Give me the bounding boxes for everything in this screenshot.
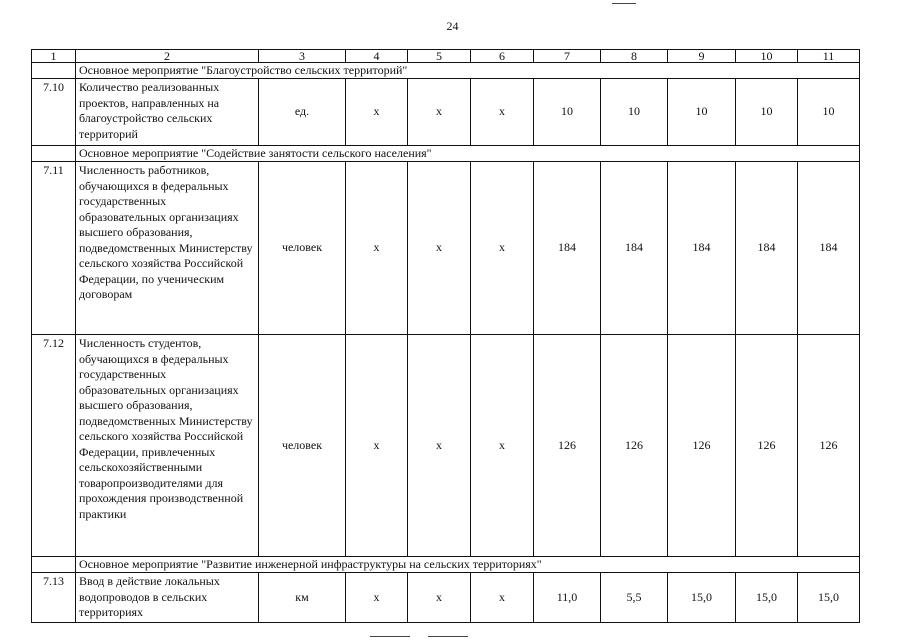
indicator-name: Численность работников, обучающихся в федеральных государственных образовательных организациях высшего образования, подведомственных Министерству сельского хозяйства Российской Федерации, по ученическим договорам <box>76 162 259 335</box>
value-cell: 15,0 <box>736 573 798 623</box>
value-cell: 184 <box>668 162 736 335</box>
section-title: Основное мероприятие "Благоустройство сельских территорий" <box>76 63 860 79</box>
value-cell: 126 <box>736 335 798 557</box>
scan-mark <box>612 3 636 4</box>
header-cell: 1 <box>32 50 76 63</box>
row-number: 7.12 <box>32 335 76 557</box>
value-cell: x <box>471 162 534 335</box>
value-cell: 5,5 <box>601 573 668 623</box>
value-cell: 184 <box>601 162 668 335</box>
row-number: 7.10 <box>32 79 76 146</box>
table-row <box>32 335 860 557</box>
value-cell: x <box>408 335 471 557</box>
value-cell: 10 <box>668 79 736 146</box>
indicators-table <box>31 49 860 623</box>
header-cell: 7 <box>534 50 601 63</box>
value-cell: x <box>346 573 408 623</box>
section-title: Основное мероприятие "Содействие занятости сельского населения" <box>76 146 860 162</box>
value-cell: 184 <box>798 162 860 335</box>
scan-mark <box>428 636 468 637</box>
value-cell: 10 <box>534 79 601 146</box>
value-cell: x <box>471 573 534 623</box>
value-cell: 184 <box>534 162 601 335</box>
value-cell: 126 <box>601 335 668 557</box>
value-cell: x <box>471 79 534 146</box>
section-title: Основное мероприятие "Развитие инженерной инфраструктуры на сельских территориях" <box>76 557 860 573</box>
value-cell: x <box>471 335 534 557</box>
value-cell: x <box>408 573 471 623</box>
section-blank-cell <box>32 557 76 573</box>
value-cell: 126 <box>668 335 736 557</box>
value-cell: 126 <box>534 335 601 557</box>
header-cell: 11 <box>798 50 860 63</box>
indicator-name: Ввод в действие локальных водопроводов в сельских территориях <box>76 573 259 623</box>
row-number: 7.11 <box>32 162 76 335</box>
header-row <box>32 50 860 63</box>
section-row <box>32 146 860 162</box>
header-cell: 2 <box>76 50 259 63</box>
page-number: 24 <box>446 19 459 33</box>
scan-mark <box>370 636 410 637</box>
row-number: 7.13 <box>32 573 76 623</box>
header-cell: 6 <box>471 50 534 63</box>
value-cell: x <box>408 79 471 146</box>
value-cell: 184 <box>736 162 798 335</box>
table-row <box>32 79 860 146</box>
section-blank-cell <box>32 63 76 79</box>
value-cell: 11,0 <box>534 573 601 623</box>
unit-cell: км <box>259 573 346 623</box>
unit-cell: ед. <box>259 79 346 146</box>
value-cell: 10 <box>601 79 668 146</box>
table-row <box>32 573 860 623</box>
header-cell: 5 <box>408 50 471 63</box>
header-cell: 3 <box>259 50 346 63</box>
value-cell: x <box>346 335 408 557</box>
value-cell: 10 <box>798 79 860 146</box>
section-row <box>32 63 860 79</box>
section-blank-cell <box>32 146 76 162</box>
indicator-name: Количество реализованных проектов, направленных на благоустройство сельских территорий <box>76 79 259 146</box>
indicator-name: Численность студентов, обучающихся в федеральных государственных образовательных организациях высшего образования, подведомственных Министерству сельского хозяйства Российской Федерации, привлеченных сельскохозяйственными товаропроизводителями для прохождения производственной практики <box>76 335 259 557</box>
header-cell: 10 <box>736 50 798 63</box>
header-cell: 4 <box>346 50 408 63</box>
header-cell: 8 <box>601 50 668 63</box>
value-cell: x <box>346 79 408 146</box>
value-cell: x <box>346 162 408 335</box>
unit-cell: человек <box>259 162 346 335</box>
header-cell: 9 <box>668 50 736 63</box>
unit-cell: человек <box>259 335 346 557</box>
value-cell: x <box>408 162 471 335</box>
value-cell: 15,0 <box>668 573 736 623</box>
value-cell: 15,0 <box>798 573 860 623</box>
value-cell: 10 <box>736 79 798 146</box>
table-row <box>32 162 860 335</box>
value-cell: 126 <box>798 335 860 557</box>
section-row <box>32 557 860 573</box>
